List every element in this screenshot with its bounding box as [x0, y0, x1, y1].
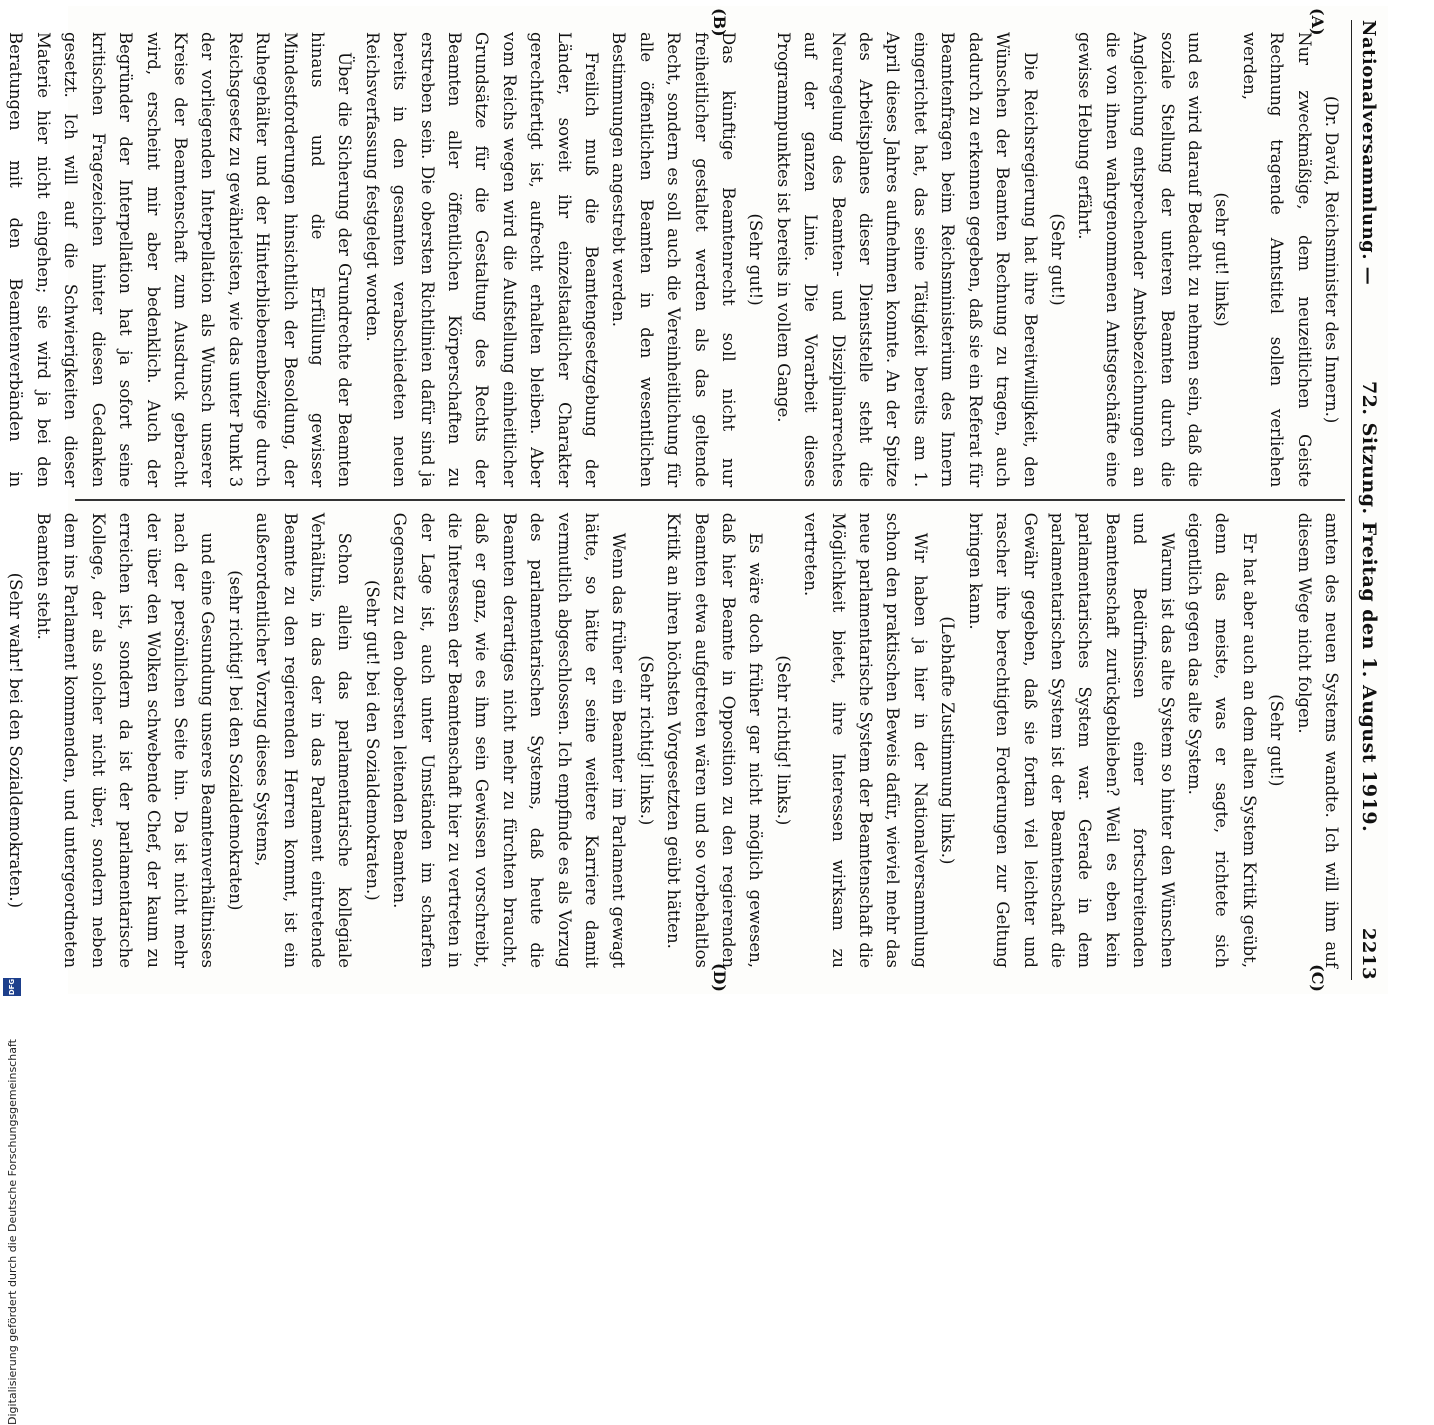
right-column: [6, 501, 1345, 980]
interjection: (Sehr richtig! links.): [636, 655, 656, 826]
paragraph: Wir haben ja hier in der Nationalversammlung schon den praktischen Beweis dafür, wieviel mehr das neue parlamentarische System der Beamtenschaft die Möglichkeit bietet, ihre Interessen wirksam zu vertreten.: [801, 512, 930, 968]
page-header: [1351, 20, 1380, 980]
marker-a: (A): [1308, 8, 1327, 36]
dfg-logo-icon: DFG: [3, 978, 21, 996]
paragraph: Er hat aber auch an dem alten System Kritik geübt, denn das meiste, was er sagte, richtete sich eigentlich gegen das alte System.: [1184, 512, 1259, 968]
side-credit: [4, 494, 24, 1425]
paragraph: amten des neuen Systems wandte. Ich will ihm auf diesem Wege nicht folgen.: [1294, 512, 1341, 968]
marker-c: (C): [1308, 964, 1327, 992]
digitization-credit: Digitalisierung gefördert durch die Deutsche Forschungsgemeinschaft: [6, 1039, 19, 1425]
paragraph: Freilich muß die Beamtengesetzgebung der Länder, soweit ihr einzelstaatlicher Charakter gerechtfertigt ist, aufrecht erhalten bleiben. Aber vom Reichs wegen wird die Aufstellung einheitlicher Grundsätze für die Gestaltung des Rechts der Beamten aller öffentlichen Körperschaften zu erstreben sein. Die obersten Richtlinien dafür sind ja bereits in den gesamten verabschiedeten neuen Reichsverfassung festgelegt worden.: [362, 32, 602, 488]
interjection: (Sehr wahr! bei den Sozialdemokraten.): [6, 572, 26, 909]
paragraph: Es wäre doch früher gar nicht möglich gewesen, daß hier Beamte in Opposition zu den regierenden Beamten etwa aufgetreten wären und so vorbehaltlos Kritik an ihren höchsten Vorgesetzten geübt hätten.: [664, 512, 766, 968]
interjection: (Sehr gut! bei den Sozialdemokraten.): [362, 580, 382, 901]
header-title: 72. Sitzung. Freitag den 1. August 1919.: [1358, 380, 1380, 833]
interjection: (sehr gut! links): [1212, 192, 1232, 327]
interjection: (Lebhafte Zustimmung links.): [938, 616, 958, 865]
paragraph: Warum ist das alte System so hinter den Wünschen und Bedürfnissen einer fortschreitenden Beamtenschaft zurückgeblieben? Weil es eben kein parlamentarisches System war. Gerade in dem parlamentarischen System ist der Beamtenschaft die Gewähr gegeben, daß sie fortan viel leichter und rascher ihre berechtigten Forderungen zur Geltung bringen kann.: [965, 512, 1177, 968]
interjection: (Sehr gut!): [746, 213, 766, 306]
interjection: (Sehr gut!): [1267, 694, 1287, 787]
paragraph: Wenn das früher ein Beamter im Parlament gewagt hätte, so hätte er seine weitere Karriere damit vermutlich abgeschlossen. Ich empfinde es als Vorzug des parlamentarischen Systems, daß heute die Beamten derartiges nicht mehr zu fürchten braucht, daß er ganz, wie es ihm sein Gewissen vorschreibt, die Interessen der Beamtenschaft hier zu vertreten in der Lage ist, auch unter Umständen im scharfen Gegensatz zu den obersten leitenden Beamten.: [390, 512, 629, 968]
paragraph: [0, 513, 2, 968]
paragraph: und es wird darauf Bedacht zu nehmen sein, daß die soziale Stellung der unteren Beamten durch die Angleichung entsprechender Amtsbezeichnungen an die von ihnen wahrgenommenen Amtsgeschäfte eine gewisse Hebung erfährt.: [1075, 32, 1204, 488]
paragraph: Die Reichsregierung hat ihre Bereitwilligkeit, den Wünschen der Beamten Rechnung zu tragen, auch dadurch zu erkennen gegeben, daß sie ein Referat für Beamtenfragen beim Reichsministerium des Innern eingerichtet hat, das seine Tätigkeit bereits am 1. April dieses Jahres aufnehmen konnte. An der Spitze des Arbeitsplanes dieser Dienststelle steht die Neuregelung des Beamten- und Disziplinarrechtes auf der ganzen Linie. Die Vorarbeit dieses Programmpunktes ist bereits in vollem Gange.: [773, 32, 1040, 488]
left-column: [6, 20, 1345, 499]
paragraph: Über die Sicherung der Grundrechte der Beamten hinaus und die Erfüllung gewisser Mindestforderungen hinsichtlich der Besoldung, der Ruhegehälter und der Hinterbliebenenbezüge durch Reichsgesetz zu gewährleisten, wie das unter Punkt 3 der vorliegenden Interpellation als Wunsch unserer Kreise der Beamtenschaft zum Ausdruck gebracht wird, erscheint mir aber bedenklich. Auch der Begründer der Interpellation hat ja sofort seine kritischen Fragezeichen hinter diesen Gedanken gesetzt. Ich will auf die Schwierigkeiten dieser Materie hier nicht eingehen; sie wird ja bei den Beratungen mit den Beamtenverbänden in: [6, 32, 355, 488]
marker-b: (B): [710, 8, 729, 37]
header-left: Nationalversammlung. —: [1358, 20, 1379, 286]
paragraph: Nur zweckmäßige, dem neuzeitlichen Geiste Rechnung tragende Amtstitel sollen verliehen werden,: [1239, 32, 1314, 488]
paragraph: Schon allein das parlamentarische kollegiale Verhältnis, in das der in das Parlament eintretende Beamte zu den regierenden Herren kommt, ist ein außerordentlicher Vorzug dieses Systems,: [253, 512, 355, 968]
interjection: (Sehr gut!): [1047, 213, 1067, 306]
interjection: (sehr richtig! bei den Sozialdemokraten): [225, 570, 245, 911]
interjection: (Sehr richtig! links.): [773, 655, 793, 826]
page-number: 2213: [1358, 927, 1379, 980]
paragraph: Das künftige Beamtenrecht soll nicht nur freiheitlicher gestaltet werden als das geltende Recht, sondern es soll auch die Vereinheitlichung für alle öffentlichen Beamten in den wesentlichen Bestimmungen angestrebt werden.: [609, 32, 739, 488]
interjection: (Dr. David, Reichsminister des Innern.): [1322, 95, 1341, 424]
paragraph: und eine Gesundung unseres Beamtenverhältnisses nach der persönlichen Seite hin. Da ist nicht mehr der über den Wolken schwebende Chef, der kaum zu erreichen ist, sondern da ist der parlamentarische Kollege, der als solcher nicht über, sondern neben dem ins Parlament kommenden, und untergeordneten Beamten steht.: [33, 512, 218, 968]
marker-d: (D): [710, 962, 729, 992]
